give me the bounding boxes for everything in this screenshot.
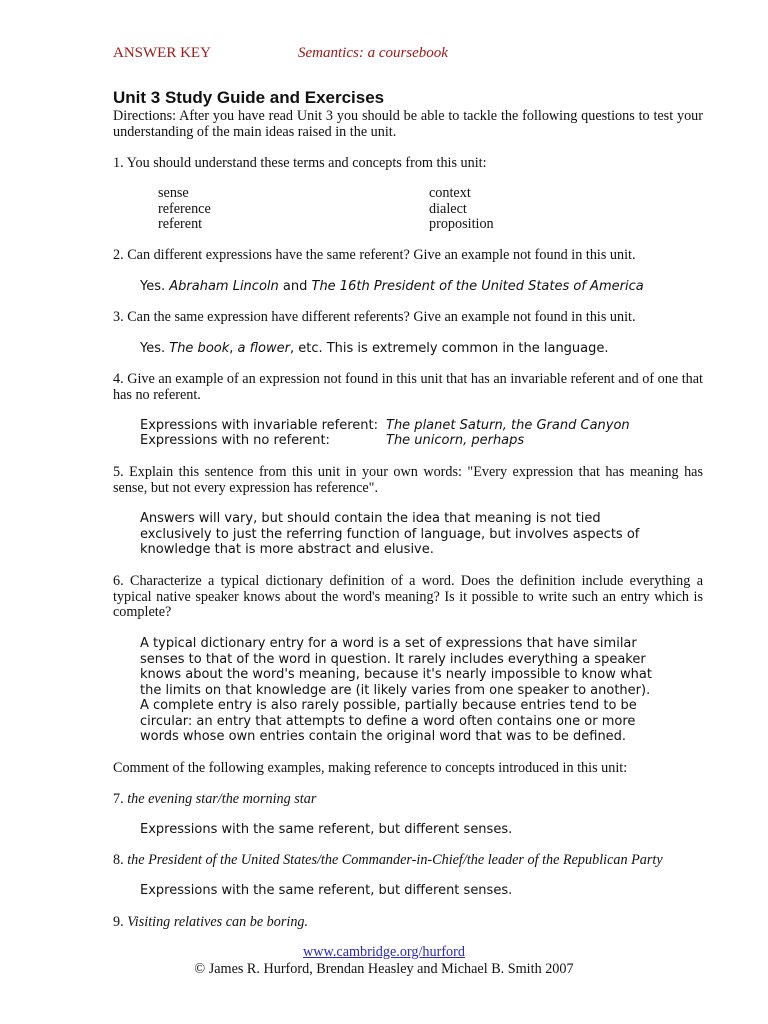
footer-link-row bbox=[0, 944, 768, 961]
term-item: referent bbox=[158, 216, 203, 232]
question-6: 6. Characterize a typical dictionary definition of a word. Does the definition include everything a typical native speaker knows about the word's meaning? Is it possible to write such an entry which is complete? bbox=[113, 573, 703, 620]
question-number: 7. bbox=[113, 791, 128, 807]
question-number: 9. bbox=[113, 914, 128, 930]
comment-instruction: Comment of the following examples, making reference to concepts introduced in this unit: bbox=[113, 760, 628, 776]
answer-3 bbox=[140, 341, 609, 357]
answer-text: Yes. bbox=[140, 341, 170, 356]
terms-left-column bbox=[158, 186, 211, 233]
question-9 bbox=[113, 915, 703, 931]
question-example: the evening star/the morning star bbox=[127, 791, 317, 807]
answer-text: , etc. This is extremely common in the language. bbox=[289, 341, 609, 356]
answer-example: Abraham Lincoln bbox=[169, 279, 279, 294]
answer-example: a flower bbox=[237, 341, 290, 356]
answer-4-label-1: Expressions with invariable referent: bbox=[140, 418, 379, 433]
answer-8: Expressions with the same referent, but different senses. bbox=[140, 883, 513, 898]
header-book-title: Semantics: a coursebook bbox=[298, 45, 448, 61]
answer-example: The 16th President of the United States of America bbox=[311, 279, 644, 294]
answer-2 bbox=[140, 279, 644, 295]
answer-4-label-2: Expressions with no referent: bbox=[140, 433, 330, 448]
question-1: 1. You should understand these terms and concepts from this unit: bbox=[113, 155, 487, 171]
answer-4-value-2: The unicorn, perhaps bbox=[386, 433, 525, 448]
answer-text: , bbox=[229, 341, 238, 356]
term-item: proposition bbox=[429, 216, 494, 232]
answer-4-value-1: The planet Saturn, the Grand Canyon bbox=[386, 418, 630, 433]
term-item: dialect bbox=[429, 200, 467, 217]
directions-paragraph: Directions: After you have read Unit 3 you should be able to tackle the following questions to test your understanding of the main ideas raised in the unit. bbox=[113, 108, 703, 140]
answer-6: A typical dictionary entry for a word is a set of expressions that have similar senses to that of the word in question. It rarely includes everything a speaker knows about the word's meaning, because it's nearly impossible to know what the limits on that knowledge are (it likely varies from one speaker to another). A complete entry is also rarely possible, partially because entries tend to be circular: an entry that attempts to define a word often contains one or more words whose own entries contain the original word that was to be defined. bbox=[140, 636, 652, 744]
answer-7: Expressions with the same referent, but different senses. bbox=[140, 822, 513, 837]
question-number: 8. bbox=[113, 852, 128, 868]
term-item: reference bbox=[158, 200, 211, 217]
answer-text: and bbox=[278, 279, 312, 294]
question-8 bbox=[113, 853, 733, 869]
terms-right-column bbox=[429, 186, 494, 233]
footer-link[interactable]: www.cambridge.org/hurford bbox=[303, 944, 465, 960]
answer-example: The book bbox=[169, 341, 230, 356]
question-2: 2. Can different expressions have the same referent? Give an example not found in this unit. bbox=[113, 247, 636, 263]
term-item: context bbox=[429, 185, 471, 201]
question-7 bbox=[113, 792, 703, 808]
footer-copyright: © James R. Hurford, Brendan Heasley and Michael B. Smith 2007 bbox=[194, 961, 574, 977]
question-4: 4. Give an example of an expression not found in this unit that has an invariable referent and of one that has no referent. bbox=[113, 371, 703, 403]
question-5: 5. Explain this sentence from this unit in your own words: "Every expression that has meaning has sense, but not every expression has reference". bbox=[113, 464, 703, 496]
header-answer-key: ANSWER KEY bbox=[113, 45, 211, 61]
question-example: Visiting relatives can be boring. bbox=[127, 914, 309, 930]
answer-5: Answers will vary, but should contain the idea that meaning is not tied exclusively to just the referring function of language, but involves aspects of knowledge that is more abstract and elusive. bbox=[140, 511, 640, 557]
page-title: Unit 3 Study Guide and Exercises bbox=[113, 88, 385, 107]
question-example: the President of the United States/the Commander-in-Chief/the leader of the Republican Party bbox=[127, 852, 663, 868]
answer-text: Yes. bbox=[140, 279, 170, 294]
question-3: 3. Can the same expression have different referents? Give an example not found in this unit. bbox=[113, 309, 636, 325]
term-item: sense bbox=[158, 185, 189, 201]
